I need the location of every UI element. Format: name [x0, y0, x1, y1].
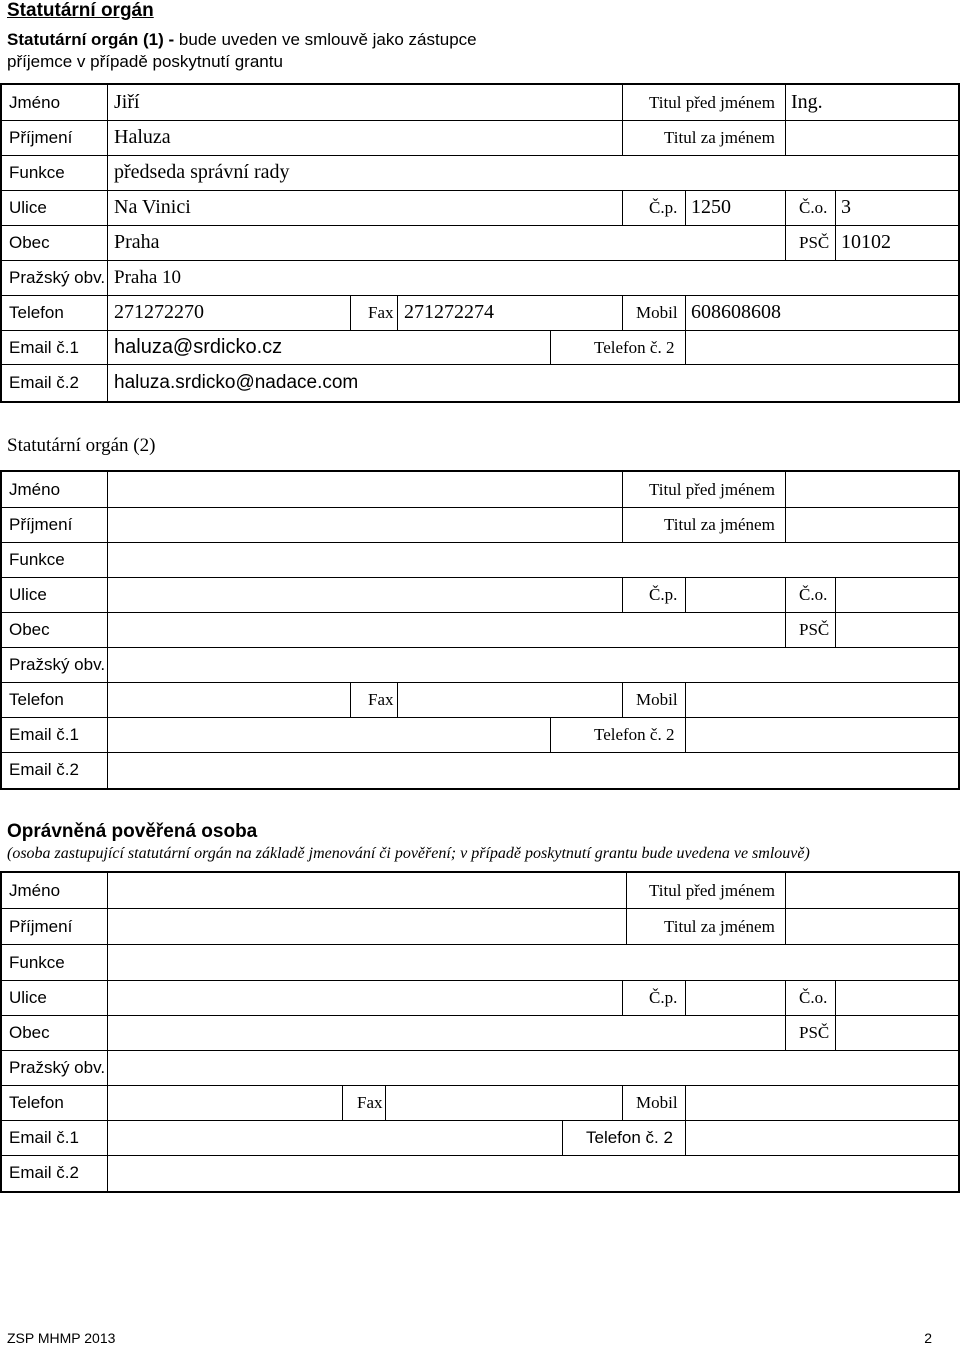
section-1-desc-line1: bude uveden ve smlouvě jako zástupce	[178, 30, 477, 49]
organ1-row-obec	[2, 225, 958, 261]
organ2-row-prazsky-obv	[2, 647, 958, 683]
fax-field[interactable]: 271272274	[404, 301, 494, 323]
cell-divider	[785, 612, 786, 647]
telefon2-label: Telefon č. 2	[594, 338, 675, 357]
cell-divider	[342, 1085, 343, 1120]
titul-pred-label: Titul před jménem	[649, 480, 775, 499]
funkce-label: Funkce	[9, 953, 65, 972]
organ2-row-email2	[2, 752, 958, 788]
cell-divider	[622, 1085, 623, 1120]
cell-divider	[835, 1015, 836, 1050]
osoba-row-prazsky-obv	[2, 1050, 958, 1086]
cell-divider	[397, 295, 398, 330]
cell-divider	[685, 330, 686, 364]
ulice-label: Ulice	[9, 198, 47, 217]
telefon2-label: Telefon č. 2	[594, 725, 675, 744]
footer-left: ZSP MHMP 2013	[7, 1330, 116, 1346]
cell-divider	[622, 190, 623, 225]
cell-divider	[685, 1120, 686, 1155]
ulice-label: Ulice	[9, 585, 47, 604]
titul-za-label: Titul za jménem	[664, 128, 775, 147]
titul-pred-label: Titul před jménem	[649, 881, 775, 900]
mobil-label: Mobil	[636, 303, 678, 322]
psc-label: PSČ	[799, 1023, 830, 1042]
funkce-label: Funkce	[9, 163, 65, 182]
email2-field[interactable]: haluza.srdicko@nadace.com	[114, 372, 359, 393]
ulice-label: Ulice	[9, 988, 47, 1007]
cell-divider	[685, 295, 686, 330]
cell-divider	[785, 577, 786, 612]
osoba-row-email2	[2, 1155, 958, 1191]
mobil-label: Mobil	[636, 690, 678, 709]
osoba-row-jmeno	[2, 873, 958, 909]
osoba-row-prijmeni	[2, 908, 958, 945]
osoba-row-funkce	[2, 945, 958, 981]
fax-label: Fax	[357, 1093, 383, 1112]
cell-divider	[685, 682, 686, 717]
organ1-row-funkce	[2, 155, 958, 191]
titul-pred-label: Titul před jménem	[649, 93, 775, 112]
cell-divider	[622, 980, 623, 1015]
jmeno-field[interactable]: Jiří	[114, 91, 140, 113]
co-field[interactable]: 3	[841, 196, 851, 218]
cell-divider	[685, 717, 686, 752]
obec-label: Obec	[9, 620, 50, 639]
prazsky-obv-label: Pražský obv.	[9, 1058, 106, 1077]
cell-divider	[685, 190, 686, 225]
cp-label: Č.p.	[649, 988, 678, 1007]
cell-divider	[350, 295, 351, 330]
cell-divider	[785, 1015, 786, 1050]
jmeno-label: Jméno	[9, 480, 61, 499]
cell-divider	[622, 295, 623, 330]
prazsky-obv-field[interactable]: Praha 10	[114, 267, 182, 288]
funkce-label: Funkce	[9, 550, 65, 569]
cell-divider	[685, 1085, 686, 1120]
psc-field[interactable]: 10102	[841, 231, 891, 253]
organ2-row-funkce	[2, 542, 958, 578]
organ1-form	[0, 83, 960, 403]
co-label: Č.o.	[799, 585, 828, 604]
prijmeni-label: Příjmení	[9, 917, 73, 936]
section-1-title: Statutární orgán (1) -	[7, 30, 179, 49]
cell-divider	[785, 85, 786, 120]
cell-divider	[835, 225, 836, 260]
organ1-row-ulice	[2, 190, 958, 226]
email1-label: Email č.1	[9, 338, 79, 357]
osoba-row-email1	[2, 1120, 958, 1156]
cp-field[interactable]: 1250	[691, 196, 731, 218]
mobil-field[interactable]: 608608608	[691, 301, 781, 323]
cell-divider	[622, 472, 623, 507]
organ1-row-prazsky-obv	[2, 260, 958, 296]
cell-divider	[397, 682, 398, 717]
organ2-row-telefon	[2, 682, 958, 718]
cell-divider	[550, 717, 551, 752]
cell-divider	[550, 330, 551, 364]
cell-divider	[785, 190, 786, 225]
email2-label: Email č.2	[9, 373, 79, 392]
cell-divider	[835, 980, 836, 1015]
cell-divider	[385, 1085, 386, 1120]
co-label: Č.o.	[799, 988, 828, 1007]
titul-za-label: Titul za jménem	[664, 917, 775, 936]
osoba-title: Oprávněná pověřená osoba	[7, 821, 258, 842]
organ2-row-obec	[2, 612, 958, 648]
telefon-label: Telefon	[9, 303, 64, 322]
prazsky-obv-label: Pražský obv.	[9, 655, 106, 674]
cell-divider	[685, 980, 686, 1015]
cell-divider	[785, 980, 786, 1015]
osoba-note: (osoba zastupující statutární orgán na základě jmenování či pověření; v případě poskytnutí grantu bude uvedena ve smlouvě)	[7, 845, 810, 862]
jmeno-label: Jméno	[9, 881, 61, 900]
cell-divider	[785, 120, 786, 155]
cell-divider	[835, 612, 836, 647]
prijmeni-label: Příjmení	[9, 515, 73, 534]
jmeno-label: Jméno	[9, 93, 61, 112]
email2-label: Email č.2	[9, 1163, 79, 1182]
ulice-field[interactable]: Na Vinici	[114, 196, 191, 218]
cp-label: Č.p.	[649, 585, 678, 604]
organ1-row-email1	[2, 330, 958, 365]
cell-divider	[785, 225, 786, 260]
obec-label: Obec	[9, 1023, 50, 1042]
prijmeni-field[interactable]: Haluza	[114, 126, 171, 148]
obec-label: Obec	[9, 233, 50, 252]
organ1-row-jmeno	[2, 85, 958, 121]
cell-divider	[350, 682, 351, 717]
page-number: 2	[924, 1330, 932, 1346]
organ1-row-email2	[2, 365, 958, 401]
email1-field[interactable]: haluza@srdicko.cz	[114, 336, 283, 358]
organ2-row-ulice	[2, 577, 958, 613]
organ2-title: Statutární orgán (2)	[7, 435, 156, 456]
osoba-row-obec	[2, 1015, 958, 1051]
psc-label: PSČ	[799, 620, 830, 639]
cp-label: Č.p.	[649, 198, 678, 217]
organ2-row-prijmeni	[2, 507, 958, 543]
osoba-form	[0, 871, 960, 1193]
page-title: Statutární orgán	[7, 0, 154, 21]
prijmeni-label: Příjmení	[9, 128, 73, 147]
obec-field[interactable]: Praha	[114, 231, 160, 253]
osoba-row-ulice	[2, 980, 958, 1016]
organ1-row-prijmeni	[2, 120, 958, 156]
cell-divider	[622, 507, 623, 542]
mobil-label: Mobil	[636, 1093, 678, 1112]
osoba-row-telefon	[2, 1085, 958, 1121]
organ1-row-telefon	[2, 295, 958, 331]
organ2-form	[0, 470, 960, 790]
section-1-desc-line2: příjemce v případě poskytnutí grantu	[7, 52, 283, 71]
prazsky-obv-label: Pražský obv.	[9, 268, 106, 287]
funkce-field[interactable]: předseda správní rady	[114, 161, 290, 183]
cell-divider	[622, 577, 623, 612]
cell-divider	[835, 190, 836, 225]
psc-label: PSČ	[799, 233, 830, 252]
titul-pred-field[interactable]: Ing.	[791, 91, 823, 113]
email1-label: Email č.1	[9, 1128, 79, 1147]
fax-label: Fax	[368, 690, 394, 709]
cell-divider	[835, 577, 836, 612]
cell-divider	[685, 577, 686, 612]
titul-za-label: Titul za jménem	[664, 515, 775, 534]
telefon-field[interactable]: 271272270	[114, 301, 204, 323]
email1-label: Email č.1	[9, 725, 79, 744]
cell-divider	[622, 682, 623, 717]
cell-divider	[785, 472, 786, 507]
telefon2-label: Telefon č. 2	[586, 1128, 673, 1147]
fax-label: Fax	[368, 303, 394, 322]
organ2-row-jmeno	[2, 472, 958, 508]
cell-divider	[622, 85, 623, 120]
organ2-row-email1	[2, 717, 958, 753]
cell-divider	[622, 120, 623, 155]
telefon-label: Telefon	[9, 1093, 64, 1112]
section-1-heading	[7, 30, 477, 50]
email2-label: Email č.2	[9, 760, 79, 779]
cell-divider	[785, 507, 786, 542]
cell-divider	[107, 365, 108, 401]
cell-divider	[562, 1120, 563, 1155]
co-label: Č.o.	[799, 198, 828, 217]
telefon-label: Telefon	[9, 690, 64, 709]
